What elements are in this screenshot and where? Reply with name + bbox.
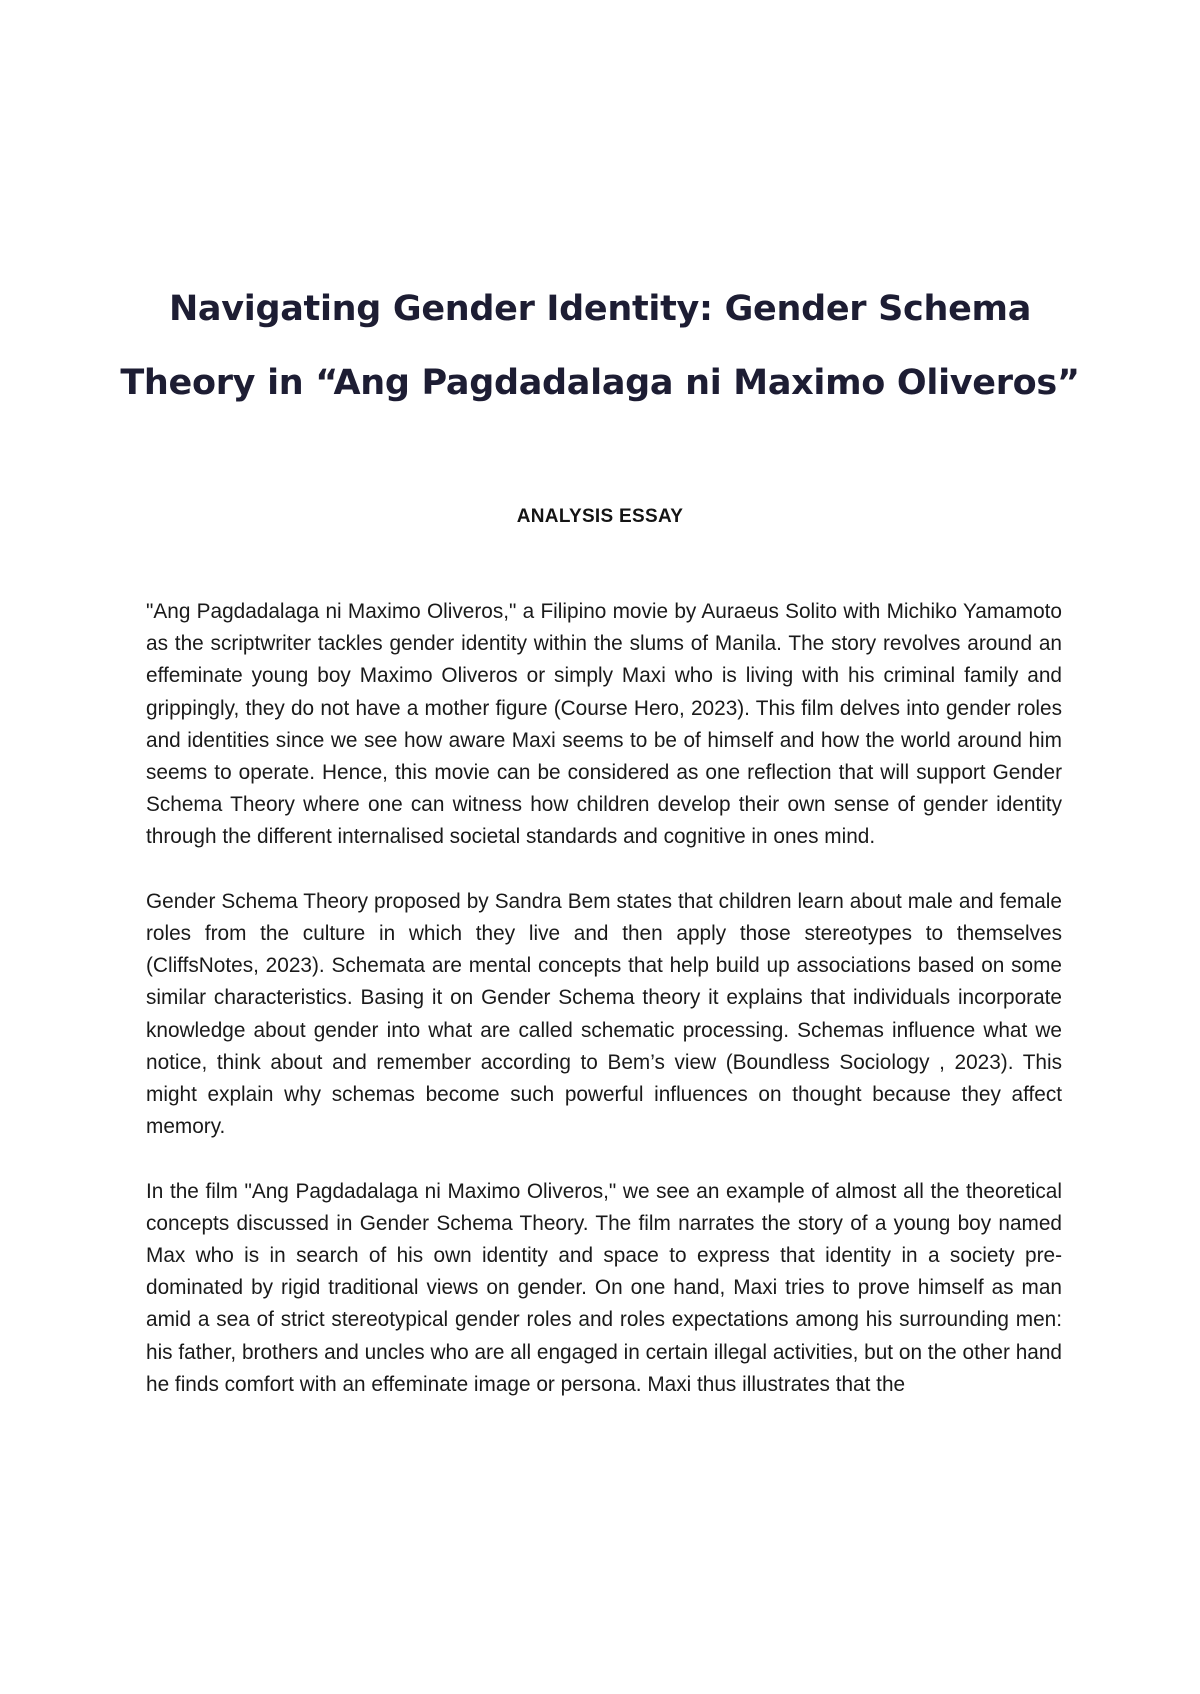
paragraph-1: "Ang Pagdadalaga ni Maximo Oliveros," a Filipino movie by Auraeus Solito with Michiko Yamamoto as the scriptwriter tackles gender identity within the slums of Manila. The story revolves around an effeminate young boy Maximo Oliveros or simply Maxi who is living with his criminal family and grippingly, they do not have a mother figure (Course Hero, 2023). This film delves into gender roles and identities since we see how aware Maxi seems to be of himself and how the world around him seems to operate. Hence, this movie can be considered as one reflection that will support Gender Schema Theory where one can witness how children develop their own sense of gender identity through the different internalised societal standards and cognitive in ones mind. <box>146 600 1062 849</box>
paragraph-2: Gender Schema Theory proposed by Sandra Bem states that children learn about male and female roles from the culture in which they live and then apply those stereotypes to themselves (CliffsNotes, 2023). Schemata are mental concepts that help build up associations based on some similar characteristics. Basing it on Gender Schema theory it explains that individuals incorporate knowledge about gender into what are called schematic processing. Schemas influence what we notice, think about and remember according to Bem’s view (Boundless Sociology , 2023). This might explain why schemas become such powerful influences on thought because they affect memory. <box>146 889 1062 1139</box>
essay-body <box>146 596 1062 1433</box>
document-subtitle: ANALYSIS ESSAY <box>516 506 684 527</box>
document-title: Navigating Gender Identity: Gender Schema Theory in “Ang Pagdadalaga ni Maximo Oliveros” <box>120 289 1080 403</box>
paragraph-3: In the film "Ang Pagdadalaga ni Maximo Oliveros," we see an example of almost all the theoretical concepts discussed in Gender Schema Theory. The film narrates the story of a young boy named Max who is in search of his own identity and space to express that identity in a society pre-dominated by rigid traditional views on gender. On one hand, Maxi tries to prove himself as man amid a sea of strict stereotypical gender roles and roles expectations among his surrounding men: his father, brothers and uncles who are all engaged in certain illegal activities, but on the other hand he finds comfort with an effeminate image or persona. Maxi thus illustrates that the <box>146 1179 1062 1396</box>
